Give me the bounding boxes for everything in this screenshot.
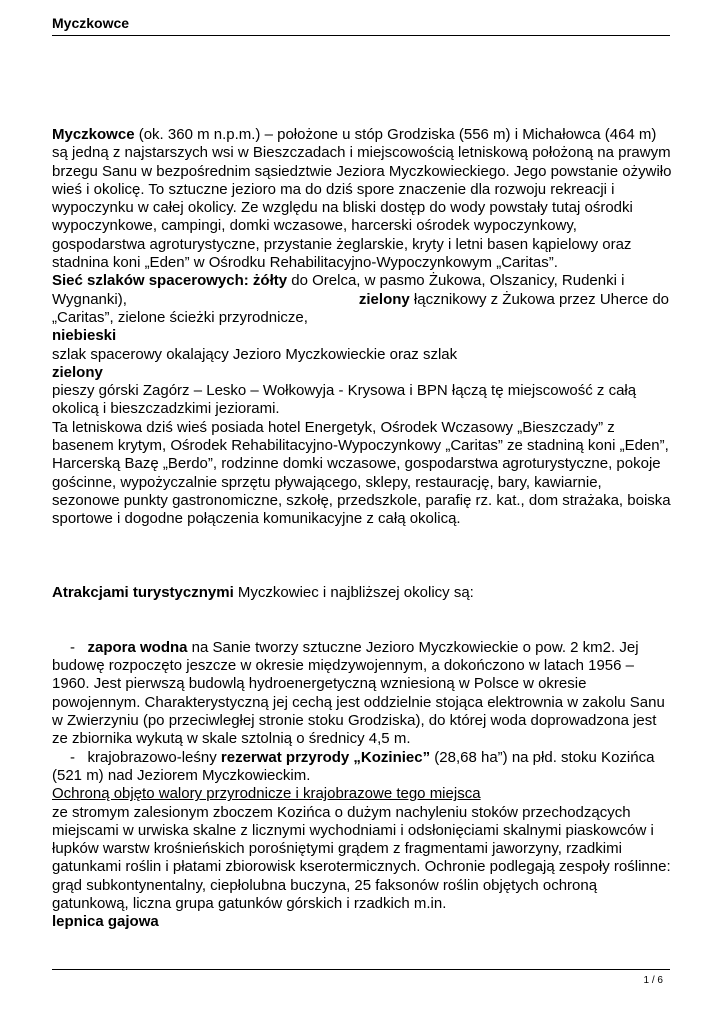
spacer: [52, 602, 672, 639]
attractions-heading: [52, 584, 672, 602]
dam-item: [52, 639, 672, 749]
trails-blue-text: szlak spacerowy okalający Jezioro Myczkowieckie oraz szlak: [52, 345, 458, 363]
trails-paragraph: [52, 272, 672, 327]
trails-blue-label: niebieski: [52, 327, 117, 345]
trails-heading: Sieć szlaków spacerowych: żółty: [52, 272, 288, 290]
header-divider: [52, 35, 670, 36]
dam-label: zapora wodna: [87, 638, 188, 656]
trails-green2-label: zielony: [52, 363, 103, 381]
species-name: lepnica gajowa: [52, 913, 159, 931]
intro-paragraph: [52, 126, 672, 272]
protection-heading: Ochroną objęto walory przyrodnicze i krajobrazowe tego miejsca: [52, 785, 481, 803]
document-body: [52, 126, 672, 932]
dam-bullet: -: [70, 638, 88, 656]
trails-green-label: zielony: [358, 290, 410, 308]
dam-text: na Sanie tworzy sztuczne Jezioro Myczkowieckie o pow. 2 km2. Jej budowę rozpoczęto jeszcze w okresie międzywojennym, a dokończono w latach 1956 – 1960. Jest pierwszą budowlą hydroenergetyczną wzniesioną w Polsce w okresie powojennym. Charakterystyczną jej cechą jest oddzielnie stojąca elektrownia w zakolu Sanu w Zwierzyniu (po przeciwległej stronie stoku Grodziska), do której woda doprowadzona jest ze zbiornika wykutą w skale sztolnią o średnicy 4,5 m.: [52, 638, 665, 748]
page-number: 1 / 6: [643, 975, 663, 986]
page-header-title: Myczkowce: [52, 15, 130, 31]
amenities-paragraph: Ta letniskowa dziś wieś posiada hotel Energetyk, Ośrodek Wczasowy „Bieszczady” z basenem krytym, Ośrodek Rehabilitacyjno-Wypoczynkowy „Caritas” ze stadniną koni „Eden”, Harcerską Bazę „Berdo”, rodzinne domki wczasowe, gospodarstwa agroturystyczne, pokoje gościnne, wypożyczalnie sprzętu pływającego, sklepy, restaurację, bary, kawiarnie, sezonowe punkty gastronomiczne, szkołę, przedszkole, parafię rz. kat., dom strażaka, boiska sportowe i dogodne połączenia komunikacyjne z całą okolicą.: [52, 418, 671, 528]
trails-green2-text: pieszy górski Zagórz – Lesko – Wołkowyja - Krysowa i BPN łączą tę miejscowość z całą okolicą i bieszczadzkimi jeziorami.: [52, 382, 637, 418]
reserve-item: [52, 749, 672, 786]
attractions-heading-bold: Atrakcjami turystycznymi: [52, 583, 234, 601]
reserve-text: (28,68 ha”) na płd. stoku Kozińca (521 m) nad Jeziorem Myczkowieckim.: [52, 748, 655, 784]
spacer: [52, 529, 672, 584]
trails-green-text: łącznikowy z Żukowa przez Uherce do „Caritas”, zielone ścieżki przyrodnicze,: [52, 290, 670, 326]
footer-divider: [52, 969, 670, 970]
reserve-prefix: - krajobrazowo-leśny: [70, 748, 221, 766]
trails-yellow-text: do Orelca, w pasmo Żukowa, Olszanicy, Rudenki i Wygnanki),: [52, 272, 625, 308]
reserve-label: rezerwat przyrody „Koziniec”: [220, 748, 431, 766]
attractions-heading-rest: Myczkowiec i najbliższej okolicy są:: [233, 583, 474, 601]
protection-text: ze stromym zalesionym zboczem Kozińca o dużym nachyleniu stoków przechodzących miejscami w urwiska skalne z licznymi wychodniami i odsłonięciami skalnymi piaskowców i łupków warstw krośnieńskich porośniętymi grądem z fragmentami jaworzyny, rzadkimi gatunkami roślin i płatami zbiorowisk kserotermicznych. Ochronie podlegają zespoły roślinne: grąd subkontynentalny, ciepłolubna buczyna, 25 faksonów roślin objętych ochroną gatunkową, liczna grupa gatunków górskich i rzadkich m.in.: [52, 803, 671, 912]
intro-text: (ok. 360 m n.p.m.) – położone u stóp Grodziska (556 m) i Michałowca (464 m) są jedną z najstarszych wsi w Bieszczadach i miejscowością letniskową położoną na prawym brzegu Sanu w bezpośrednim sąsiedztwie Jeziora Myczkowieckiego. Jego powstanie ożywiło wieś i okolicę. To sztuczne jezioro ma do dziś spore znaczenie dla rozwoju rekreacji i wypoczynku w całej okolicy. Ze względu na bliski dostęp do wody powstały tutaj ośrodki wypoczynkowe, campingi, domki wczasowe, harcerski ośrodek wypoczynkowy, gospodarstwa agroturystyczne, przystanie żeglarskie, kryty i letni basen kąpielowy oraz stadnina koni „Eden” w Ośrodku Rehabilitacyjno-Wypoczynkowym „Caritas”.: [52, 126, 672, 272]
intro-name: Myczkowce: [52, 126, 135, 143]
